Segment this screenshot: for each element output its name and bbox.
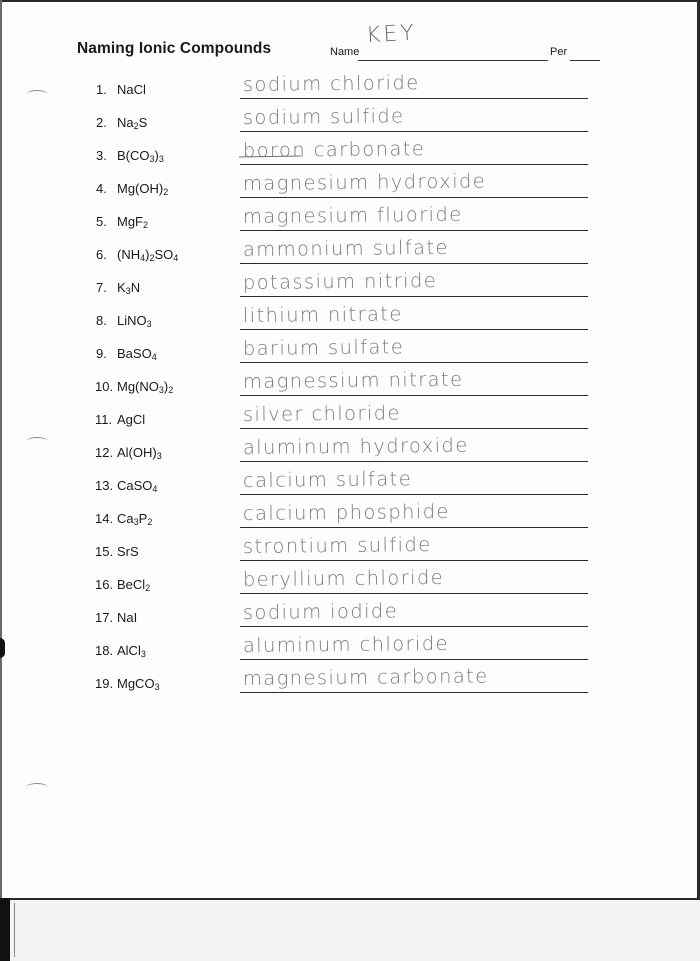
item-number: 4. <box>96 181 107 196</box>
formula-subscript: 2 <box>143 220 149 230</box>
formula-subscript: 2 <box>133 121 139 131</box>
chemical-formula <box>117 379 173 395</box>
formula-subscript: 3 <box>158 385 164 395</box>
chemical-formula <box>117 82 146 98</box>
handwritten-answer: barium sulfate <box>242 335 405 360</box>
formula-part: NaCl <box>117 82 146 97</box>
handwritten-answer: ammonium sulfate <box>242 235 449 261</box>
chemical-formula <box>117 643 146 659</box>
answer-line <box>240 164 588 165</box>
formula-part: Na <box>117 115 134 130</box>
formula-part: ) <box>154 148 159 163</box>
chemical-formula <box>117 445 162 461</box>
formula-part: BaSO <box>117 346 152 361</box>
formula-subscript: 2 <box>147 517 153 527</box>
formula-part: Ca <box>117 511 134 526</box>
chemical-formula <box>117 577 150 593</box>
formula-part: LiNO <box>117 313 147 328</box>
answer-line <box>240 527 588 528</box>
item-number: 11. <box>95 412 113 427</box>
item-number: 6. <box>96 247 107 262</box>
chemical-formula <box>117 676 160 692</box>
answer-line <box>240 263 588 264</box>
formula-part: SO <box>154 247 174 262</box>
chemical-formula <box>117 115 147 131</box>
formula-subscript: 4 <box>152 484 158 494</box>
answer-line <box>240 692 588 693</box>
formula-part: Al(OH) <box>117 445 157 460</box>
chemical-formula <box>117 544 139 560</box>
formula-part: S <box>138 115 148 130</box>
formula-subscript: 4 <box>151 352 157 362</box>
formula-subscript: 3 <box>125 286 131 296</box>
scan-edge-top <box>0 0 700 2</box>
chemical-formula <box>117 610 137 626</box>
item-number: 13. <box>95 478 114 493</box>
worksheet-title: Naming Ionic Compounds <box>77 40 272 57</box>
handwritten-answer: sodium chloride <box>242 71 420 96</box>
item-number: 8. <box>96 313 107 328</box>
formula-part: ) <box>163 379 169 394</box>
period-label: Per <box>550 46 568 58</box>
handwritten-answer: lithium nitrate <box>242 302 403 327</box>
formula-subscript: 3 <box>146 319 152 329</box>
handwritten-answer: sodium iodide <box>242 599 399 624</box>
item-number: 5. <box>96 214 107 229</box>
period-line <box>570 60 600 61</box>
list-item <box>0 664 700 709</box>
formula-subscript: 4 <box>140 253 146 263</box>
formula-subscript: 3 <box>156 451 162 461</box>
formula-part: N <box>130 280 141 295</box>
answer-line <box>240 494 588 495</box>
formula-part: SrS <box>117 544 139 559</box>
formula-subscript: 2 <box>145 583 151 593</box>
item-number: 9. <box>96 346 107 361</box>
formula-subscript: 3 <box>133 517 139 527</box>
answer-line <box>240 428 588 429</box>
chemical-formula <box>117 181 168 197</box>
item-number: 16. <box>95 577 114 592</box>
handwritten-answer: sodium sulfide <box>242 104 405 129</box>
chemical-formula <box>117 511 152 527</box>
formula-subscript: 2 <box>168 385 174 395</box>
handwritten-answer: strontium sulfide <box>242 533 432 558</box>
answer-line <box>240 329 588 330</box>
formula-subscript: 4 <box>173 253 179 263</box>
item-number: 3. <box>96 148 107 163</box>
handwritten-answer: calcium phosphide <box>242 499 450 525</box>
answer-line <box>240 197 588 198</box>
item-number: 17. <box>95 610 114 625</box>
handwritten-answer: boron carbonate <box>242 137 426 162</box>
answer-line <box>240 395 588 396</box>
formula-subscript: 2 <box>163 187 169 197</box>
item-number: 7. <box>96 280 107 295</box>
handwritten-answer: magnesium fluoride <box>242 202 463 228</box>
chemical-formula <box>117 412 145 428</box>
handwritten-answer: aluminum hydroxide <box>242 433 469 459</box>
chemical-formula <box>117 478 157 494</box>
answer-line <box>240 296 588 297</box>
formula-part: NaI <box>117 610 138 625</box>
item-number: 12. <box>95 445 114 460</box>
answer-line <box>240 362 588 363</box>
scan-band-inner <box>14 903 700 957</box>
formula-part: P <box>138 511 148 526</box>
chemical-formula <box>117 346 157 362</box>
item-number: 10. <box>95 379 114 394</box>
item-number: 14. <box>95 511 114 526</box>
formula-part: BeCl <box>117 577 146 592</box>
formula-part: CaSO <box>117 478 153 493</box>
handwritten-answer: potassium nitride <box>242 268 438 294</box>
formula-subscript: 3 <box>149 154 155 164</box>
name-value: KEY <box>365 20 418 49</box>
formula-part: MgCO <box>117 676 155 691</box>
chemical-formula <box>117 313 152 329</box>
answer-line <box>240 461 588 462</box>
answer-line <box>240 659 588 660</box>
formula-part: AgCl <box>117 412 146 427</box>
chemical-formula <box>117 280 140 296</box>
name-label: Name <box>330 46 360 58</box>
handwritten-answer: calcium sulfate <box>242 467 413 492</box>
formula-part: B(CO <box>117 148 150 163</box>
formula-subscript: 2 <box>149 253 155 263</box>
name-line <box>358 60 548 61</box>
handwritten-answer: magnessium nitrate <box>242 367 464 393</box>
formula-subscript: 3 <box>154 682 160 692</box>
item-number: 15. <box>95 544 114 559</box>
formula-part: ) <box>145 247 150 262</box>
item-number: 19. <box>95 676 114 691</box>
formula-part: (NH <box>117 247 141 262</box>
chemical-formula <box>117 148 164 164</box>
handwritten-answer: beryllium chloride <box>242 565 445 591</box>
chemical-formula <box>117 247 178 263</box>
answer-line <box>240 131 588 132</box>
item-number: 1. <box>96 82 107 97</box>
formula-subscript: 3 <box>158 154 164 164</box>
formula-part: Mg(OH) <box>117 181 164 196</box>
handwritten-answer: magnesium hydroxide <box>242 169 487 195</box>
formula-part: K <box>117 280 126 295</box>
item-number: 2. <box>96 115 107 130</box>
formula-part: Mg(NO <box>117 379 159 394</box>
formula-subscript: 3 <box>140 649 146 659</box>
answer-line <box>240 560 588 561</box>
answer-line <box>240 593 588 594</box>
punch-hole-mark <box>26 783 48 792</box>
scan-band-edge <box>0 898 10 961</box>
formula-part: MgF <box>117 214 143 229</box>
handwritten-answer: silver chloride <box>242 401 401 426</box>
answer-line <box>240 230 588 231</box>
chemical-formula <box>117 214 148 230</box>
item-number: 18. <box>95 643 114 658</box>
handwritten-answer: magnesium carbonate <box>242 664 489 690</box>
formula-part: AlCl <box>117 643 141 658</box>
answer-line <box>240 626 588 627</box>
answer-line <box>240 98 588 99</box>
handwritten-answer: aluminum chloride <box>242 631 450 657</box>
